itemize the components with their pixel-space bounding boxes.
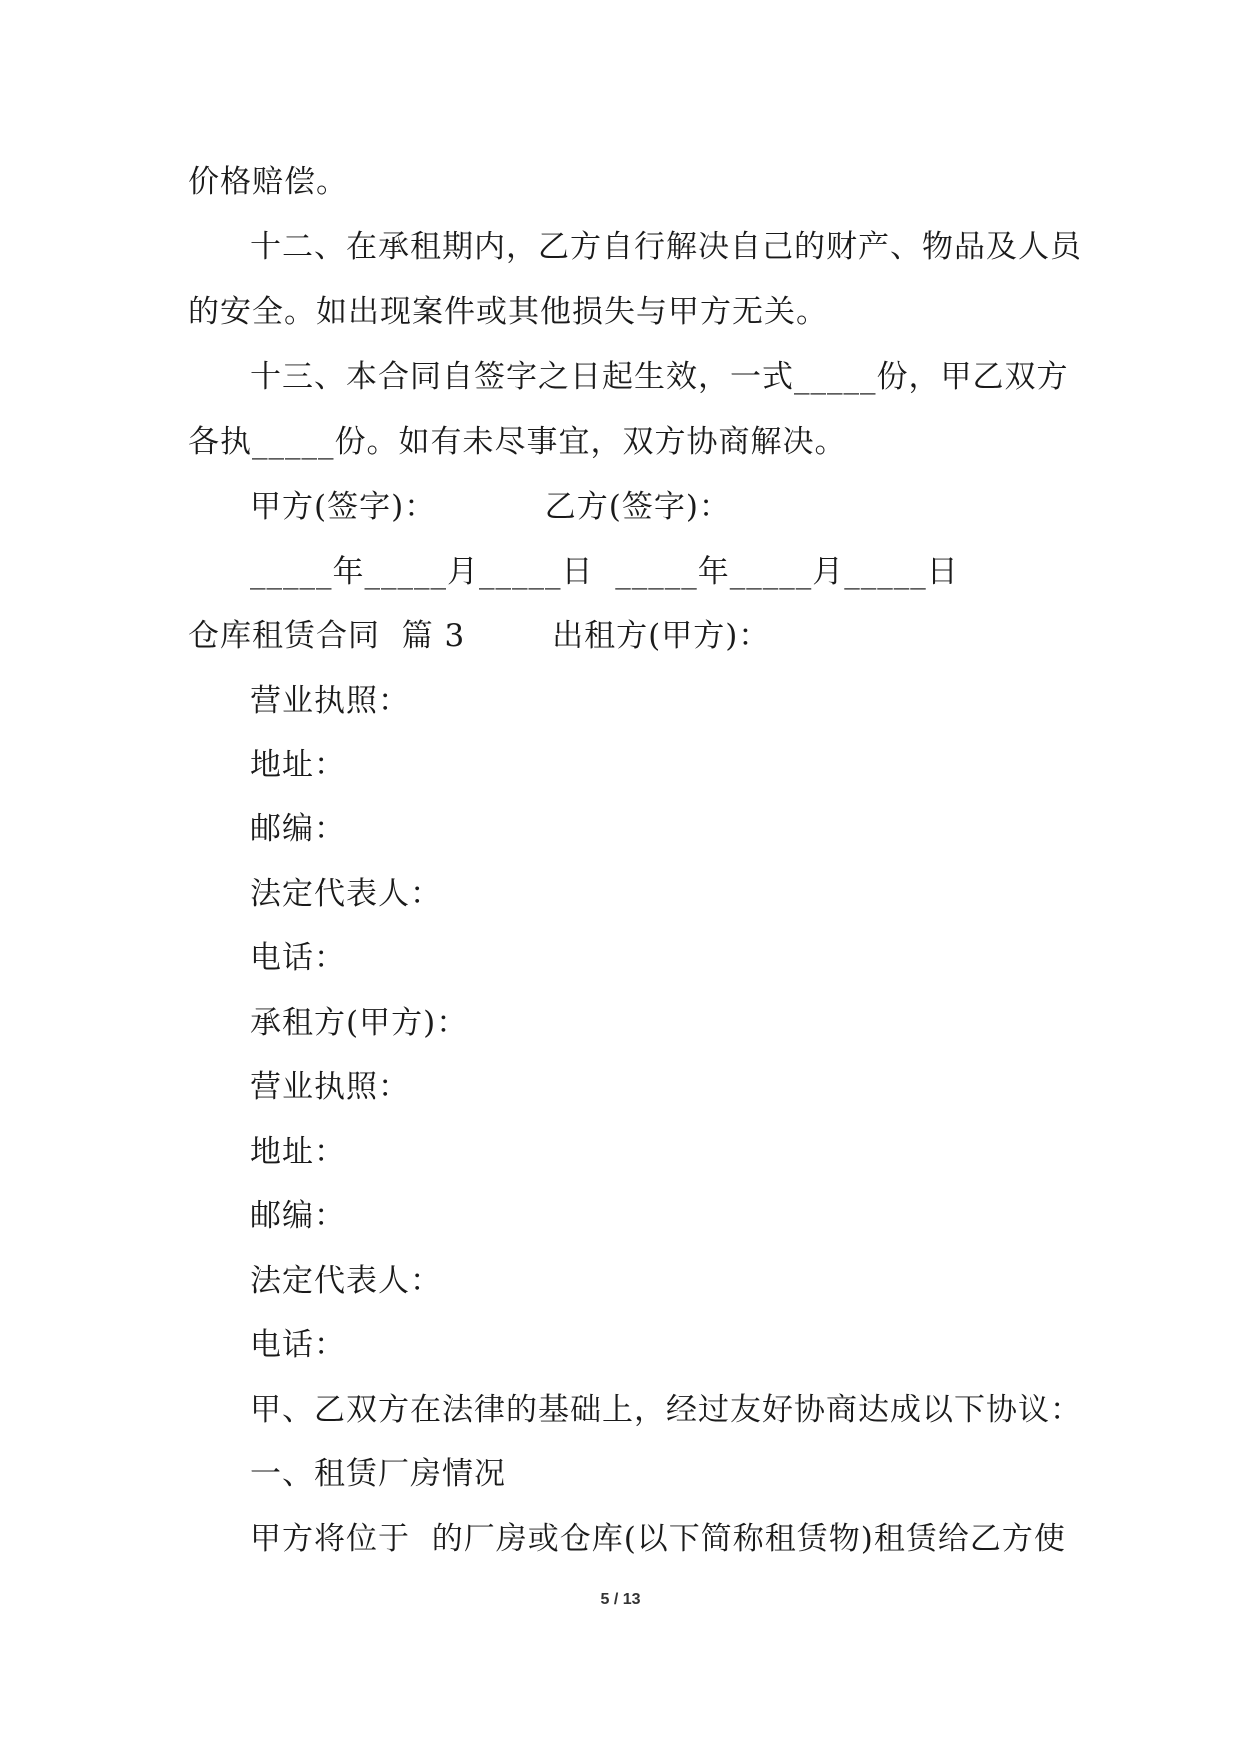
- text-line: 十三、本合同自签字之日起生效，一式_____份，甲乙双方: [250, 359, 1069, 395]
- field-label: 邮编：: [250, 811, 346, 847]
- field-label: 电话：: [250, 940, 346, 976]
- field-label: 承租方(甲方)：: [250, 1005, 469, 1041]
- field-label: 邮编：: [250, 1198, 346, 1234]
- text-line: 十二、在承租期内，乙方自行解决自己的财产、物品及人员: [250, 229, 1082, 265]
- field-label: 地址：: [250, 1134, 346, 1170]
- text-line: 甲方将位于 的厂房或仓库(以下简称租赁物)租赁给乙方使: [250, 1521, 1066, 1557]
- field-label: 法定代表人：: [250, 876, 442, 912]
- text-line: 的安全。如出现案件或其他损失与甲方无关。: [188, 294, 828, 330]
- page-number: 5 / 13: [600, 1591, 641, 1608]
- field-label: 营业执照：: [250, 683, 410, 719]
- signature-line: 甲方(签字)： 乙方(签字)：: [250, 489, 731, 525]
- field-label: 电话：: [250, 1327, 346, 1363]
- field-label: 营业执照：: [250, 1069, 410, 1105]
- clause-heading: 一、租赁厂房情况: [250, 1456, 506, 1492]
- text-line: 各执_____份。如有未尽事宜，双方协商解决。: [188, 424, 847, 460]
- text-line: 甲、乙双方在法律的基础上，经过友好协商达成以下协议：: [250, 1392, 1082, 1428]
- date-line: _____年_____月_____日 _____年_____月_____日: [250, 554, 959, 590]
- section-heading: 仓库租赁合同 篇 3 出租方(甲方)：: [188, 618, 771, 654]
- field-label: 地址：: [250, 747, 346, 783]
- field-label: 法定代表人：: [250, 1263, 442, 1299]
- text-line: 价格赔偿。: [188, 164, 348, 200]
